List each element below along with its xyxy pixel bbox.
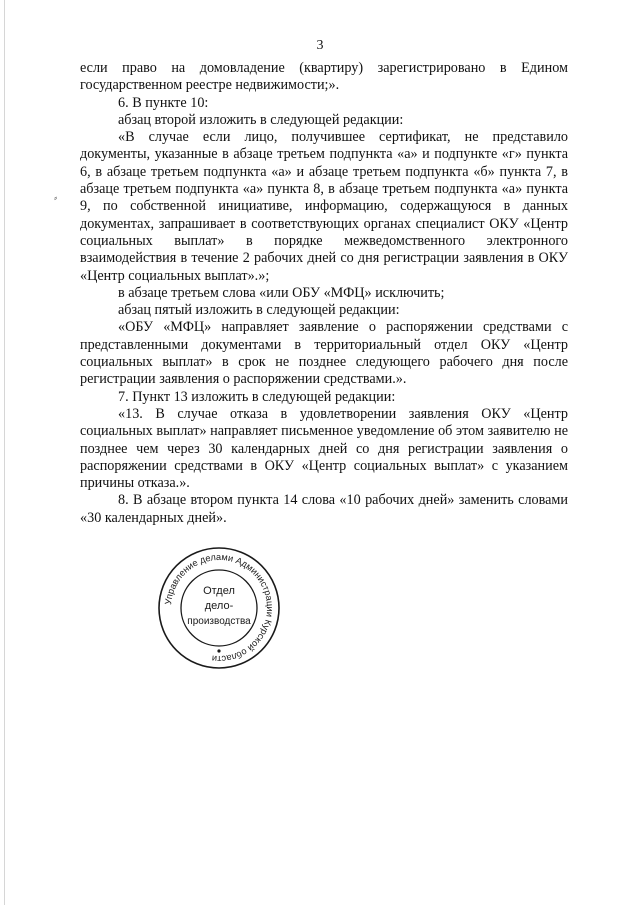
margin-scribble: ⸗ [54,193,58,204]
paragraph-4: «В случае если лицо, получившее сертификат, не представило документы, указанные в абзаце третьем подпункта «а» и подпункте «г» пункта 6, в абзаце третьем подпункта «а» и абзаце третьем подпункта «б» пункта 7, в абзаце третьем подпункта «а» пункта 8, в абзаце третьем подпункта «а» пункта 9, по собственной инициативе, информацию, содержащуюся в данных документах, запрашивает в соответствующих органах специалист ОКУ «Центр социальных выплат» в порядке межведомственного электронного взаимодействия в течение 2 рабочих дней со дня регистрации заявления в ОКУ «Центр социальных выплат».»; [80,129,568,284]
scan-edge-line [4,0,5,905]
stamp-dot [217,649,220,652]
stamp-center-line-1: Отдел [203,585,235,597]
paragraph-9: «13. В случае отказа в удовлетворении заявления ОКУ «Центр социальных выплат» направляет письменное уведомление об этом заявителю не позднее чем через 30 календарных дней со дня регистрации заявления о распоряжении средствами в ОКУ «Центр социальных выплат» с указанием причины отказа.». [80,405,568,492]
paragraph-2: 6. В пункте 10: [118,94,209,111]
paragraph-7: «ОБУ «МФЦ» направляет заявление о распоряжении средствами с представленными документами в территориальный отдел ОКУ «Центр социальных выплат» в срок не позднее следующего рабочего дня после регистрации заявления о распоряжении средствами.». [80,319,568,388]
paragraph-3: абзац второй изложить в следующей редакции: [118,111,404,128]
office-stamp [156,545,282,671]
page-number: 3 [316,38,324,53]
stamp-center-line-3: производства [187,616,251,627]
document-body [80,60,568,527]
paragraph-5: в абзаце третьем слова «или ОБУ «МФЦ» исключить; [118,284,445,301]
paragraph-10: 8. В абзаце втором пункта 14 слова «10 рабочих дней» заменить словами «30 календарных дней». [80,492,568,526]
paragraph-8: 7. Пункт 13 изложить в следующей редакции: [118,388,396,405]
stamp-ring-text: Управление делами Администрации Курской области [163,551,276,665]
paragraph-6: абзац пятый изложить в следующей редакции: [118,302,400,319]
stamp-center-line-2: дело- [204,600,234,612]
paragraph-1: если право на домовладение (квартиру) зарегистрировано в Едином государственном реестре недвижимости;». [80,60,568,94]
